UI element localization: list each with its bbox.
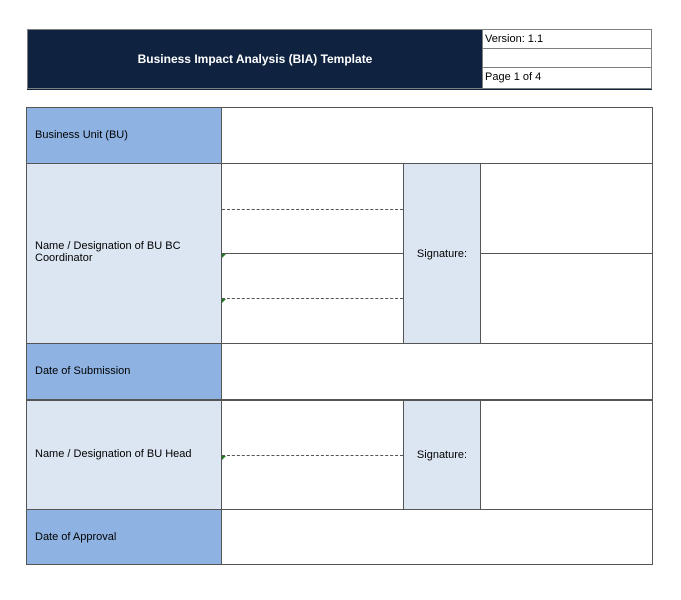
date-approval-label: Date of Approval xyxy=(35,531,117,543)
business-unit-input[interactable] xyxy=(222,108,652,164)
signature-row-divider xyxy=(481,253,652,254)
coordinator-line-2 xyxy=(222,298,403,299)
date-approval-label-cell xyxy=(27,510,222,564)
coordinator-label-cell xyxy=(27,164,222,344)
bu-head-signature-field[interactable] xyxy=(481,400,652,510)
business-unit-label-cell xyxy=(27,108,222,164)
signature-label-cell-1 xyxy=(404,164,481,344)
coordinator-label: Name / Designation of BU BC Coordinator xyxy=(35,240,181,264)
document-header xyxy=(27,29,652,89)
header-underline xyxy=(27,89,652,90)
bia-form-table xyxy=(26,107,653,565)
coordinator-name-field[interactable] xyxy=(222,164,404,344)
coordinator-line-1 xyxy=(222,209,403,210)
date-submission-label: Date of Submission xyxy=(35,365,131,377)
cell-comment-marker xyxy=(222,456,226,460)
meta-blank-row xyxy=(483,49,652,68)
header-meta xyxy=(482,30,652,88)
date-approval-input[interactable] xyxy=(222,510,652,564)
cell-comment-marker xyxy=(222,254,226,258)
bu-head-label: Name / Designation of BU Head xyxy=(35,448,192,460)
date-submission-label-cell xyxy=(27,344,222,400)
business-unit-label: Business Unit (BU) xyxy=(35,129,128,141)
signature-label-1: Signature: xyxy=(416,247,468,260)
coordinator-row-divider xyxy=(222,253,403,254)
coordinator-signature-field[interactable] xyxy=(481,164,652,344)
date-submission-input[interactable] xyxy=(222,344,652,400)
signature-label-2: Signature: xyxy=(416,449,468,461)
cell-comment-marker xyxy=(222,299,226,303)
page-number: Page 1 of 4 xyxy=(485,71,542,83)
signature-label-cell-2 xyxy=(404,400,481,510)
version-label: Version: 1.1 xyxy=(483,30,652,49)
bu-head-line xyxy=(222,455,403,456)
bu-head-name-field[interactable] xyxy=(222,400,404,510)
document-title: Business Impact Analysis (BIA) Template xyxy=(28,30,482,88)
bu-head-label-cell xyxy=(27,400,222,510)
